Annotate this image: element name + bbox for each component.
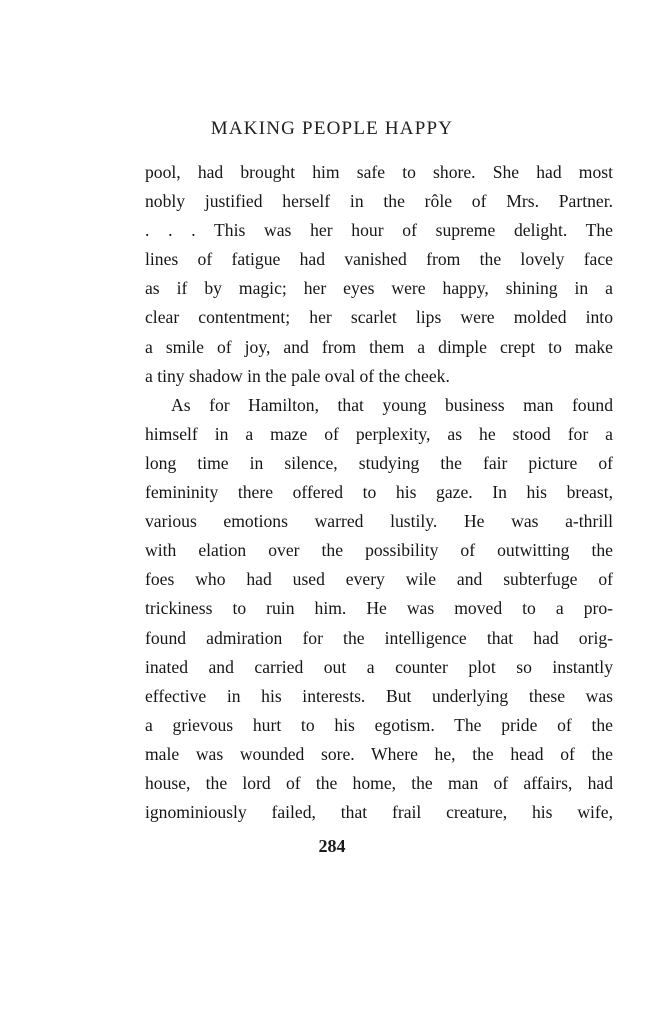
text-line: trickiness to ruin him. He was moved to a pro- — [145, 598, 613, 619]
text-line: a smile of joy, and from them a dimple crept to make — [145, 336, 613, 357]
text-line: found admiration for the intelligence that had orig- — [145, 627, 613, 648]
text-line: foes who had used every wile and subterfuge of — [145, 569, 613, 590]
text-line: a grievous hurt to his egotism. The pride of the — [145, 714, 613, 735]
text-line: nobly justified herself in the rôle of Mrs. Partner. — [145, 191, 613, 212]
running-head: MAKING PEOPLE HAPPY — [210, 118, 454, 139]
page-number: 284 — [318, 836, 346, 856]
text-line: house, the lord of the home, the man of affairs, had — [145, 772, 613, 793]
text-line: various emotions warred lustily. He was a-thrill — [145, 511, 613, 532]
text-line: a tiny shadow in the pale oval of the cheek. — [145, 365, 450, 386]
body-text — [145, 158, 613, 827]
text-line: himself in a maze of perplexity, as he stood for a — [145, 423, 613, 444]
text-line: As for Hamilton, that young business man found — [171, 394, 613, 415]
text-line: clear contentment; her scarlet lips were molded into — [145, 307, 613, 328]
text-line: with elation over the possibility of outwitting the — [145, 540, 613, 561]
text-line: ignominiously failed, that frail creature, his wife, — [145, 802, 613, 823]
text-line: . . . This was her hour of supreme delight. The — [145, 220, 613, 241]
text-line: male was wounded sore. Where he, the head of the — [145, 743, 613, 764]
text-line: pool, had brought him safe to shore. She had most — [145, 162, 613, 182]
text-line: femininity there offered to his gaze. In his breast, — [145, 482, 613, 503]
text-line: long time in silence, studying the fair picture of — [145, 452, 613, 473]
text-line: inated and carried out a counter plot so instantly — [145, 656, 613, 677]
text-line: as if by magic; her eyes were happy, shining in a — [145, 278, 613, 299]
text-line: lines of fatigue had vanished from the lovely face — [145, 249, 613, 270]
text-line: effective in his interests. But underlying these was — [145, 685, 613, 706]
